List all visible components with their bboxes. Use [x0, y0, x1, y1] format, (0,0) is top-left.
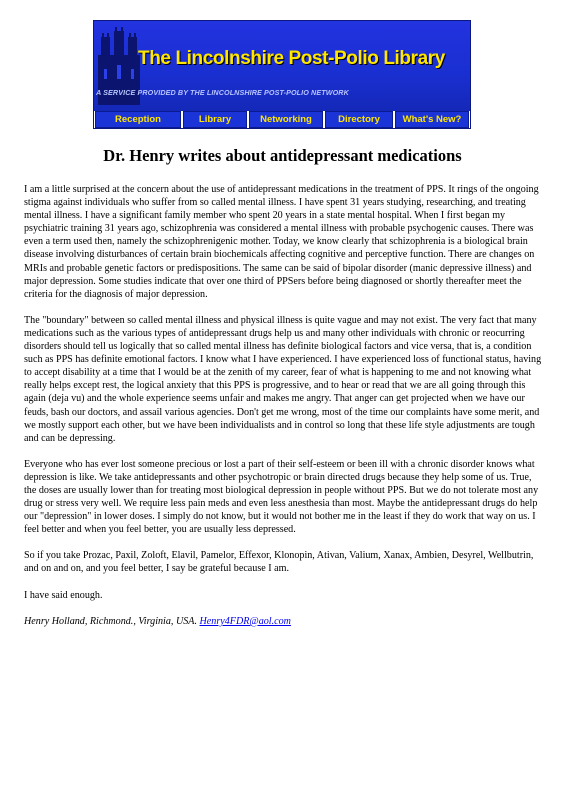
nav-bar [94, 111, 470, 129]
signature [24, 615, 544, 628]
banner-title: The Lincolnshire Post-Polio Library [138, 48, 445, 69]
article-paragraph: I am a little surprised at the concern about the use of antidepressant medications in the treatment of PPS. It rings of the ongoing stigma against individuals who suffer from so called mental illness. I have spent 31 years studying, researching, and treating mental illness. I have a significant family member who spent 20 years in a state mental hospital. When I first began my psychiatric training 31 years ago, schizophrenia was considered a mental illness with probable psychogenic causes. There was even a term used then, namely the schizophrenigenic mother. Today, we know clearly that schizophrenia is a biological brain disease involving disturbances of certain brain biochemicals affecting cognitive and perceptive function. There are changes on MRIs and probable genetic factors or predispositions. The same can be said of bipolar disorder (manic depressive illness) and major depression. Some studies indicate that over one third of PPSers before being diagnosed or shortly thereafter meet the criteria for the diagnosis of major depression. [24, 184, 539, 300]
article-paragraph: So if you take Prozac, Paxil, Zoloft, Elavil, Pamelor, Effexor, Klonopin, Ativan, Valium, Xanax, Ambien, Desyrel, Wellbutrin, and on and on, and you feel better, I say be grateful because I am. [24, 550, 534, 575]
nav-reception-button[interactable]: Reception [95, 111, 181, 128]
article-title: Dr. Henry writes about antidepressant medications [103, 146, 462, 165]
nav-directory-button[interactable]: Directory [325, 111, 393, 128]
article-paragraph: I have said enough. [24, 589, 103, 601]
nav-whats-new-button[interactable]: What's New? [395, 111, 469, 128]
article-paragraph: Everyone who has ever lost someone precious or lost a part of their self-esteem or been ill with a chronic disorder knows what depression is like. We take antidepressants and other psychotropic or brain directed drugs because they help some of us. True, the doses are usually lower than for treating most biological depression in people without PPS. But we do not tolerate most any drug or stress very well. We require less pain meds and even less anesthesia than most. Maybe the antidepressant drugs do help our "depression" in lower doses. I simply do not know, but it would not bother me in the least if they do work that way on us. I feel better and when you feel better, you are usually less depressed. [24, 458, 539, 536]
signature-text: Henry Holland, Richmond., Virginia, USA. [24, 615, 197, 627]
banner-header [94, 21, 470, 111]
email-link[interactable]: Henry4FDR@aol.com [199, 615, 291, 627]
banner-subtitle: A SERVICE PROVIDED BY THE LINCOLNSHIRE POST-POLIO NETWORK [96, 88, 349, 97]
article-paragraph: The "boundary" between so called mental illness and physical illness is quite vague and may not exist. The very fact that many medications such as the various types of antidepressant drugs help us and many other individuals with chronic or reocurring disorders should tell us logically that so called mental illness has definite biological factors and vice versa, that is, a condition such as PPS has definite emotional factors. I know what I have experienced. I have experienced loss of functional status, having to accept disability at a time that I would be at the zenith of my career, fear of what is happening to me and not knowing what really helps except rest, the logical anxiety that this PPS is progressive, and to hear or read that we are all going through this again (deja vu) and the whole experience seems unfair and makes me angry. That anger can get projected when we have our feuds, bash our doctors, and assail various agencies. Don't get me wrong, most of the time our complaints have some merit, and we mostly support each other, but we have been individualists and in control so long that these life style adjustments are tough and can be depressing. [24, 314, 542, 444]
site-banner [93, 20, 471, 129]
nav-networking-button[interactable]: Networking [249, 111, 323, 128]
nav-library-button[interactable]: Library [183, 111, 247, 128]
article-body [24, 183, 544, 641]
